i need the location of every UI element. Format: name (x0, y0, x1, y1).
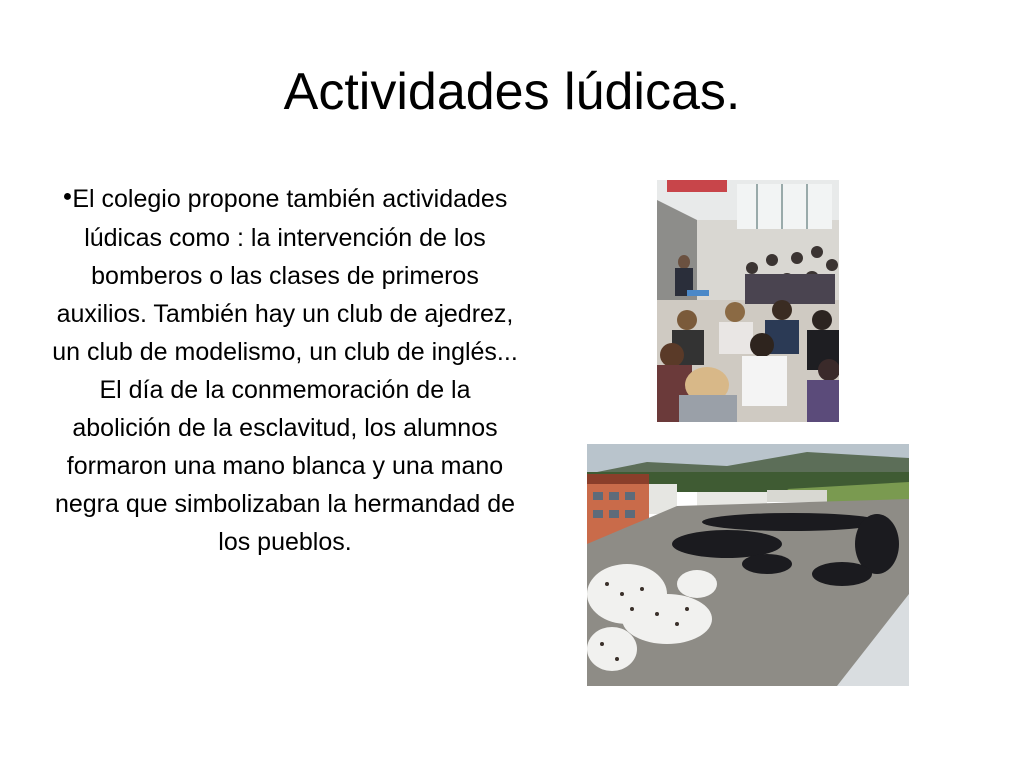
schoolyard-hands-photo (587, 444, 909, 686)
bullet-icon: ● (62, 188, 73, 206)
body-paragraph (50, 180, 520, 561)
body-text: El colegio propone también actividades lúdicas como : la intervención de los bomberos o las clases de primeros auxilios. También hay un club de ajedrez, un club de modelismo, un club de inglés... El día de la conmemoración de la abolición de la esclavitud, los alumnos formaron una mano blanca y una mano negra que simbolizaban la hermandad de los pueblos. (52, 185, 518, 557)
first-aid-class-photo (657, 180, 839, 422)
slide-title: Actividades lúdicas. (283, 63, 741, 121)
